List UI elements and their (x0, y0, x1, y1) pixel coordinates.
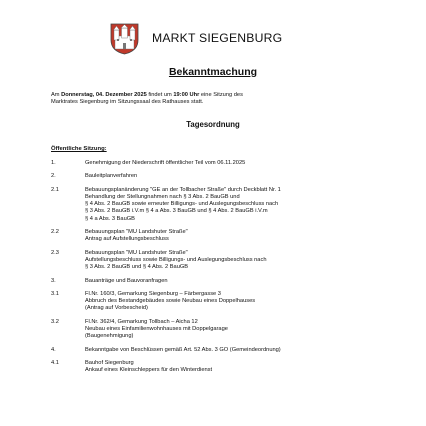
agenda-item-number: 4.1 (51, 359, 59, 366)
agenda-item-line: Bauhof Siegenburg (85, 359, 134, 366)
agenda-item-text (85, 360, 381, 375)
agenda-item-line: Bebauungsplanänderung "GE an der Tollbacher Straße" durch Deckblatt Nr. 1 (85, 186, 281, 193)
agenda-item-text (85, 250, 381, 272)
agenda-item-number: 2.1 (51, 186, 59, 193)
agenda-item-line: Antrag auf Aufstellungsbeschluss (85, 236, 169, 243)
intro-line-2: Marktrates Siegenburg im Sitzungssaal des Rathauses statt. (51, 99, 204, 106)
agenda-item-number: 3. (51, 277, 56, 284)
agenda-item-line: Genehmigung der Niederschrift öffentlicher Teil vom 06.11.2025 (85, 160, 246, 166)
agenda-item-line: Ankauf eines Kleinschleppers für den Winterdienst (85, 367, 213, 374)
intro-suffix: eine Sitzung des (199, 92, 243, 98)
document-title: Bekanntmachung (168, 66, 258, 78)
agenda-item (51, 319, 381, 341)
agenda-item-line: Fl.Nr. 160/3, Gemarkung Siegenburg – Färbergasse 3 (85, 290, 221, 297)
agenda-item-text (85, 229, 381, 244)
agenda-item-line: § 4 Abs. 2 BauGB sowie erneuter Billigungs- und Auslegungsbeschluss nach (85, 201, 279, 208)
agenda-item-number: 2. (51, 173, 56, 180)
agenda-item-line: Bauanträge und Bauvoranfragen (85, 277, 168, 284)
agenda-item-line: (Antrag auf Vorbescheid) (85, 305, 148, 312)
org-name: MARKT SIEGENBURG (152, 31, 283, 45)
agenda-item-number: 4. (51, 346, 56, 353)
agenda-item-text (85, 319, 381, 341)
intro-paragraph (51, 92, 361, 107)
agenda-item-line: Abbruch des Bestandgebäudes sowie Neubau eines Doppelhauses (85, 298, 256, 305)
agenda-item-line: Fl.Nr. 362/4, Gemarkung Tollbach – Aicha 12 (85, 318, 198, 325)
agenda-item-line: (Baugenehmigung) (85, 333, 134, 340)
agenda-item-number: 2.3 (51, 249, 59, 256)
agenda-item-line: Neubau eines Einfamilienwohnhauses mit Doppelgarage (85, 326, 228, 333)
agenda-item (51, 291, 381, 313)
agenda-item-line: Bebauungsplan "MU Landshuter Straße" (85, 229, 188, 236)
agenda-item (51, 250, 381, 272)
agenda-item-text (85, 173, 381, 180)
agenda-item-text (85, 160, 381, 167)
agenda-item (51, 187, 381, 223)
agenda-item-text (85, 187, 381, 223)
agenda-item-text (85, 347, 381, 354)
agenda-item-line: § 3 Abs. 2 BauGB und § 4 Abs. 2 BauGB (85, 264, 189, 271)
meeting-date: Donnerstag, 04. Dezember 2025 (61, 92, 147, 98)
agenda-item (51, 347, 381, 354)
agenda-item (51, 160, 381, 167)
agenda-item-line: § 4 a Abs. 3 BauGB (85, 215, 135, 222)
agenda-item (51, 229, 381, 244)
agenda-item (51, 360, 381, 375)
section-label: Öffentliche Sitzung: (51, 146, 107, 152)
coat-of-arms-icon (108, 22, 141, 55)
intro-middle: findet um (146, 92, 174, 98)
agenda-item (51, 173, 381, 180)
agenda-item-number: 1. (51, 160, 56, 166)
agenda-item-line: § 3 Abs. 2 BauGB i.V.m § 4 a Abs. 3 BauGB und § 4 Abs. 2 BauGB i.V.m (85, 208, 268, 215)
agenda-item-text (85, 278, 381, 285)
agenda-item-number: 3.1 (51, 290, 59, 297)
agenda-item-line: Bauleitplanverfahren (85, 173, 138, 180)
agenda-list (51, 160, 381, 375)
meeting-time: 19:00 Uhr (173, 92, 200, 98)
agenda-item (51, 278, 381, 285)
agenda-item-line: Bebauungsplan "MU Landshuter Straße" (85, 249, 188, 256)
agenda-item-line: Bekanntgabe von Beschlüssen gemäß Art. 52 Abs. 3 GO (Gemeindeordnung) (85, 346, 281, 353)
agenda-item-number: 2.2 (51, 229, 59, 236)
intro-prefix: Am (51, 92, 62, 98)
agenda-item-line: Behandlung der Stellungnahmen nach § 3 Abs. 2 BauGB und (85, 193, 240, 200)
agenda-item-number: 3.2 (51, 318, 59, 325)
agenda-heading: Tagesordnung (186, 120, 240, 129)
agenda-item-text (85, 291, 381, 313)
agenda-item-line: Aufstellungsbeschluss sowie Billigungs- und Auslegungsbeschluss nach (85, 256, 267, 263)
